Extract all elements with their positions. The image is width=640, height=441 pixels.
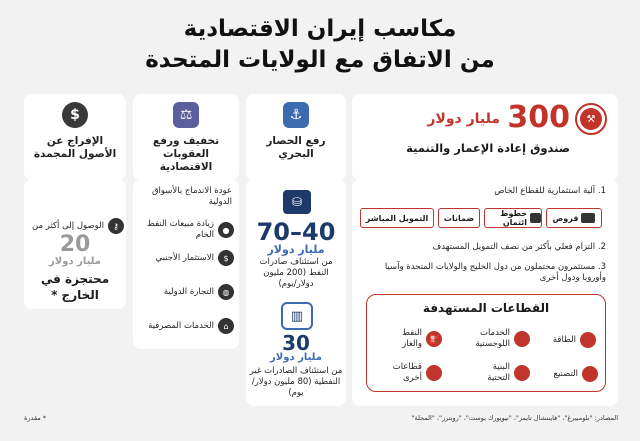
instrument-label: خطوط ائتمان [500,209,528,227]
sanctions-intro: عودة الاندماج بالأسواق الدولية [151,186,232,207]
sanctions-item-label: الاستثمار الأجنبي [155,252,214,263]
oil-export-value: 70–40 [256,218,336,246]
sector-oil-gas [372,328,442,350]
fund-point-2: 2. التزام فعلي بأكثر من نصف التمويل المستهدف [432,242,606,252]
oil-export-desc: من استئناف صادرات النفط (200 مليون دولار/يوم) [259,257,333,289]
money-bag-icon: $ [62,102,88,128]
factory-icon: ⚙ [582,366,598,382]
nonoil-export-desc: من استئناف الصادرات غير النفطية (80 مليون دولار/يوم) [249,366,343,398]
nonoil-export-value: 30 [282,331,310,355]
instrument-loans [546,208,602,228]
bridge-icon: ⌂ [514,365,530,381]
sector-other [372,362,442,384]
oil-barrel-icon: ⛁ [283,190,311,214]
fund-amount: 300 [507,100,570,135]
instrument-label: ضمانات [443,213,475,223]
investment-icon: $ [218,250,234,266]
assets-title: الإفراج عن الأصول المجمدة [33,135,117,160]
sectors-title: القطاعات المستهدفة [422,301,550,315]
oil-rig-icon: ⛽ [426,331,442,347]
sanctions-item-banking [140,318,234,334]
sector-label: التصنيع [553,368,578,379]
key-icon: ⚷ [108,218,124,234]
gavel-icon: ⚖ [173,102,199,128]
blockade-title: رفع الحصار البحري [266,135,326,160]
instrument-label: قروض [552,213,579,223]
globe-icon: ◍ [218,284,234,300]
sanctions-title: تخفيف ورفع العقوبات الاقتصادية [152,135,220,173]
footer-note: * مقدرة [24,414,47,422]
more-icon: ⋯ [426,365,442,381]
instrument-credit-lines [484,208,542,228]
containers-icon: ▥ [281,302,313,330]
footer-sources: المصادر: "بلومبيرغ"، "فايننشال تايمز"، "نيويورك بوست"، "رويترز"، "المجلة" [411,414,618,422]
sector-label: قطاعات أخرى [392,362,422,383]
sanctions-item-label: التجارة الدولية [163,286,214,297]
instrument-direct-finance [360,208,434,228]
fund-name: صندوق إعادة الإعمار والتنمية [406,141,570,155]
sanctions-item-label: الخدمات المصرفية [148,320,214,331]
page-title [0,14,640,76]
instrument-guarantees [438,208,480,228]
fund-icon: ⚒ [575,103,607,135]
sanctions-item-investment [140,250,234,266]
sanctions-item-oil [140,219,234,241]
sector-label: الخدمات اللوجستية [475,328,510,349]
assets-status: محتجزة في الخارج * [40,272,110,302]
oil-export-unit: مليار دولار [267,243,325,256]
sector-manufacturing [536,366,598,382]
ship-icon: ⚓ [283,102,309,128]
sector-energy [536,332,596,348]
sector-infrastructure [460,362,530,384]
sector-label: النفط والغاز [402,328,422,349]
lightning-icon: ⚡ [580,332,596,348]
instrument-label: التمويل المباشر [365,213,429,223]
sanctions-item-trade [140,284,234,300]
sector-label: البنية التحتية [487,362,510,383]
fund-point-1: 1. آلية استثمارية للقطاع الخاص [494,186,606,196]
title-line-1: مكاسب إيران الاقتصادية [183,16,457,42]
truck-icon: ▣ [514,331,530,347]
nonoil-export-unit: مليار دولار [270,352,322,363]
sector-label: الطاقة [552,334,576,345]
assets-unit: مليار دولار [49,256,101,267]
title-line-2: من الاتفاق مع الولايات المتحدة [145,47,495,73]
fund-unit: مليار دولار [427,111,500,127]
oil-drop-icon: ● [218,222,234,238]
sanctions-item-label: زيادة مبيعات النفط الخام [147,219,214,240]
assets-desc: الوصول إلى أكثر من [32,220,104,231]
bank-icon: ⌂ [218,318,234,334]
fund-card [352,94,618,180]
credit-card-icon [530,213,541,223]
loans-icon [581,213,595,223]
fund-point-3: 3. مستثمرون محتملون من دول الخليج والولايات المتحدة وآسيا وأوروبا ودول أخرى [384,262,606,283]
assets-value: 20 [59,232,91,257]
sector-logistics [450,328,530,350]
